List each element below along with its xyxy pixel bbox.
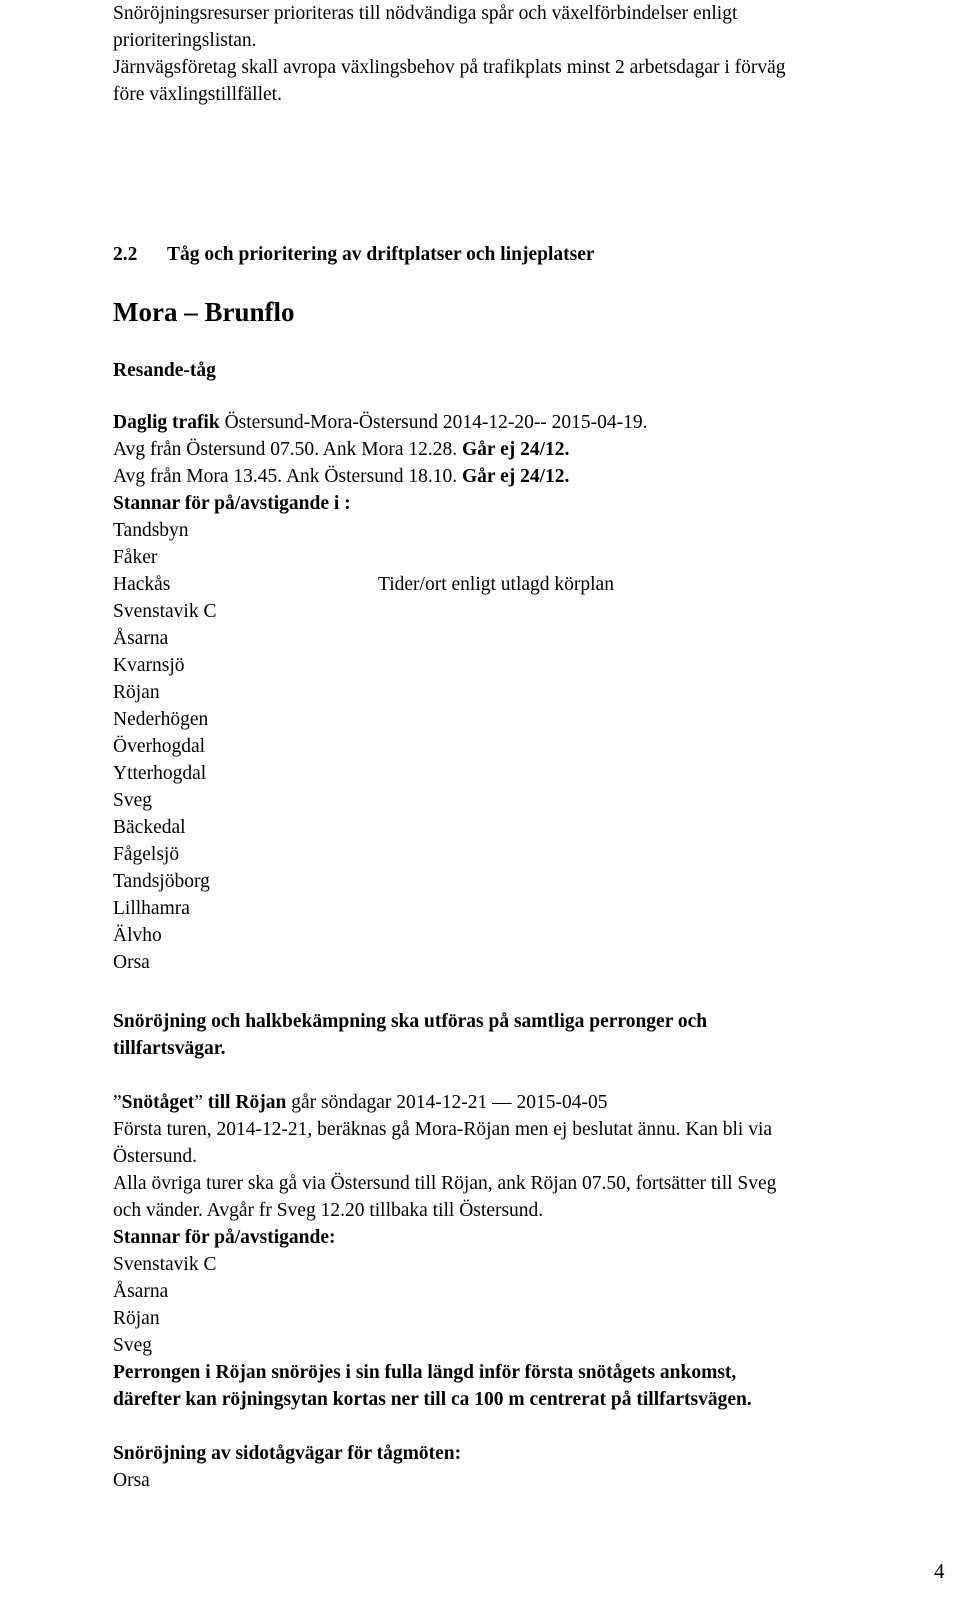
snowtrain-line-4: Alla övriga turer ska gå via Östersund till Röjan, ank Röjan 07.50, fortsätter till Sveg	[113, 1173, 777, 1194]
snowtrain-destination: till Röjan	[207, 1092, 287, 1113]
snowtrain-stop-item: Sveg	[113, 1335, 152, 1356]
intro-line-1: Snöröjningsresurser prioriteras till nödvändiga spår och växelförbindelser enligt	[113, 3, 738, 24]
page-number: 4	[934, 1559, 945, 1583]
snowtrain-line-5: och vänder. Avgår fr Sveg 12.20 tillbaka till Östersund.	[113, 1200, 544, 1221]
snowtrain-stop-item: Svenstavik C	[113, 1254, 217, 1275]
snowtrain-line-3: Östersund.	[113, 1146, 197, 1167]
stop-item: Sveg	[113, 790, 152, 811]
intro-line-2: prioriteringslistan.	[113, 30, 257, 51]
snowtrain-stop-item: Röjan	[113, 1308, 160, 1329]
route-title: Mora – Brunflo	[113, 297, 295, 327]
snowtrain-stops-heading: Stannar för på/avstigande:	[113, 1227, 336, 1248]
stop-item: Åsarna	[113, 628, 169, 649]
snowtrain-stop-item: Åsarna	[113, 1281, 169, 1302]
snowtrain-line-2: Första turen, 2014-12-21, beräknas gå Mora-Röjan men ej beslutat ännu. Kan bli via	[113, 1119, 773, 1140]
stop-item: Fåker	[113, 547, 158, 568]
stop-item: Överhogdal	[113, 736, 206, 757]
stop-item: Lillhamra	[113, 898, 190, 919]
section-number: 2.2	[113, 244, 138, 265]
stop-item: Fågelsjö	[113, 844, 180, 865]
snowtrain-schedule: går söndagar 2014-12-21 — 2015-04-05	[286, 1092, 608, 1113]
departure-line-1	[113, 436, 569, 463]
stop-item: Röjan	[113, 682, 160, 703]
departure-1-note: Går ej 24/12.	[461, 439, 570, 460]
stop-item: Orsa	[113, 952, 150, 973]
stops-timetable-note: Tider/ort enligt utlagd körplan	[378, 574, 614, 595]
stop-item: Hackås	[113, 574, 171, 595]
daily-traffic-line	[113, 409, 648, 436]
snow-note-line-1: Snöröjning och halkbekämpning ska utföras på samtliga perronger och	[113, 1011, 708, 1032]
close-quote: ”	[194, 1092, 208, 1113]
snowtrain-line-1	[113, 1089, 607, 1116]
stop-item: Tandsjöborg	[113, 871, 210, 892]
section-heading	[113, 241, 733, 268]
section-title: Tåg och prioritering av driftplatser och linjeplatser	[167, 244, 595, 265]
stop-item: Nederhögen	[113, 709, 209, 730]
platform-note-line-1: Perrongen i Röjan snöröjes i sin fulla längd inför första snötågets ankomst,	[113, 1362, 737, 1383]
stop-item: Älvho	[113, 925, 162, 946]
stop-item: Kvarnsjö	[113, 655, 185, 676]
daily-traffic-label: Daglig trafik	[113, 412, 220, 433]
snow-note-line-2: tillfartsvägar.	[113, 1038, 226, 1059]
stop-item: Ytterhogdal	[113, 763, 207, 784]
daily-traffic-text: Östersund-Mora-Östersund 2014-12-20-- 2015-04-19.	[219, 412, 648, 433]
stop-item: Svenstavik C	[113, 601, 217, 622]
departure-2-text: Avg från Mora 13.45. Ank Östersund 18.10.	[113, 466, 462, 487]
stop-item: Tandsbyn	[113, 520, 189, 541]
resande-heading: Resande-tåg	[113, 360, 216, 381]
side-tracks-item: Orsa	[113, 1470, 150, 1491]
stop-item: Bäckedal	[113, 817, 186, 838]
open-quote: ”	[113, 1092, 122, 1113]
stops-heading: Stannar för på/avstigande i :	[113, 493, 351, 514]
departure-line-2	[113, 463, 569, 490]
side-tracks-heading: Snöröjning av sidotågvägar för tågmöten:	[113, 1443, 462, 1464]
platform-note-line-2: därefter kan röjningsytan kortas ner till ca 100 m centrerat på tillfartsvägen.	[113, 1389, 752, 1410]
intro-line-4: före växlingstillfället.	[113, 84, 282, 105]
departure-2-note: Går ej 24/12.	[461, 466, 570, 487]
snowtrain-name: Snötåget	[121, 1092, 195, 1113]
departure-1-text: Avg från Östersund 07.50. Ank Mora 12.28.	[113, 439, 462, 460]
intro-line-3: Järnvägsföretag skall avropa växlingsbehov på trafikplats minst 2 arbetsdagar i förväg	[113, 57, 786, 78]
